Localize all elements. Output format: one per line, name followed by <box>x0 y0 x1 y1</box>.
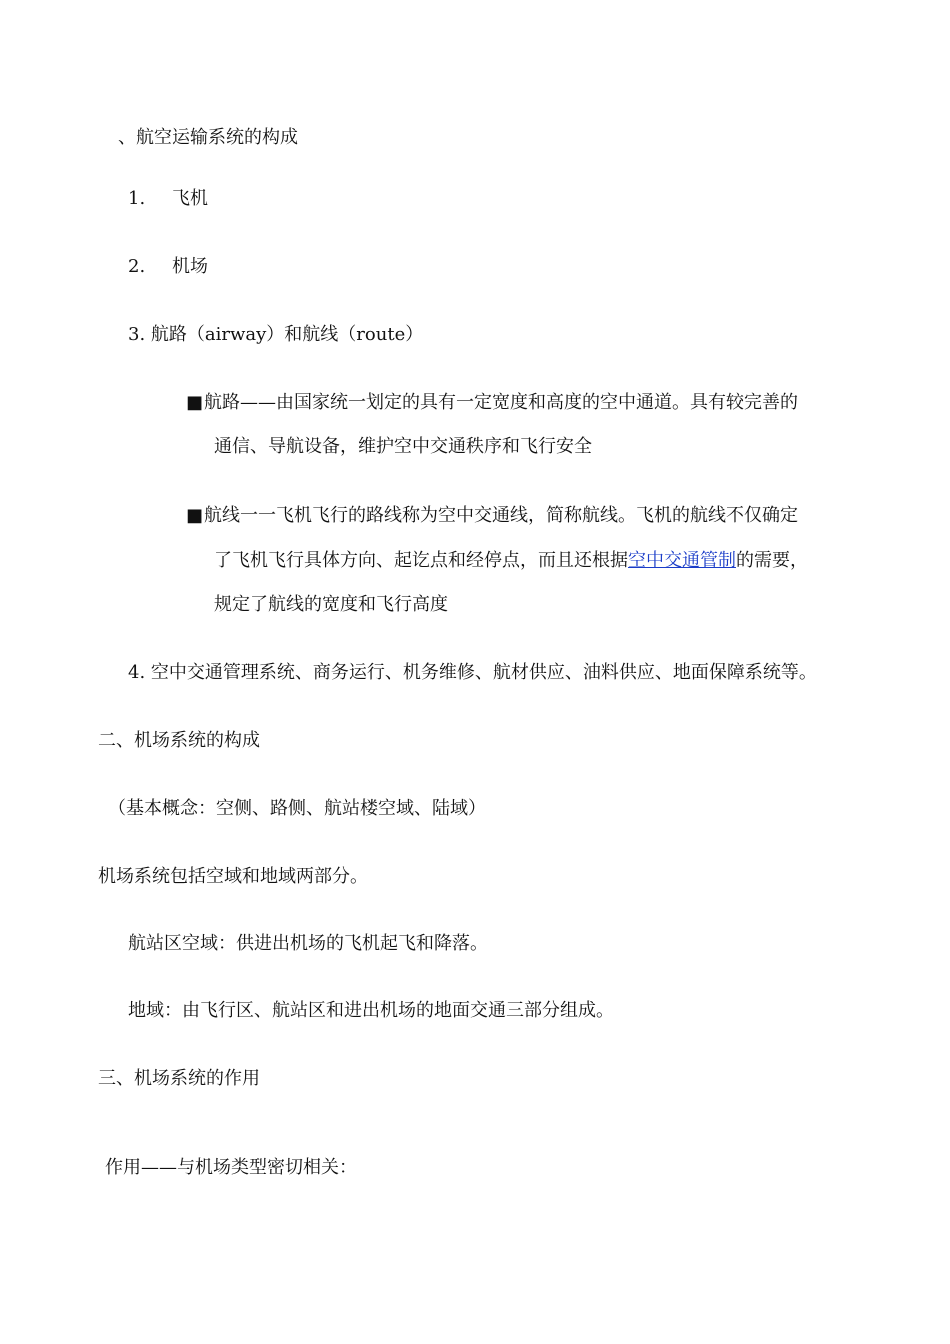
bullet-text: 航路——由国家统一划定的具有一定宽度和高度的空中通道。具有较完善的 <box>204 392 799 413</box>
section3-heading: 三、机场系统的作用 <box>98 1068 260 1089</box>
list-text: 机场 <box>172 256 208 277</box>
bullet-route-line3: 规定了航线的宽度和飞行高度 <box>214 594 448 615</box>
bullet-airway-line1 <box>186 392 798 414</box>
bullet-text: 航线一一飞机飞行的路线称为空中交通线，简称航线。飞机的航线不仅确定 <box>204 505 799 526</box>
list-item-aircraft <box>128 188 208 210</box>
airport-system-summary: 机场系统包括空域和地域两部分。 <box>98 866 368 887</box>
bullet-route-line1 <box>186 505 798 527</box>
square-bullet-icon: ■ <box>186 392 204 413</box>
airspace-description: 航站区空域：供进出机场的飞机起飞和降落。 <box>128 933 488 954</box>
list-item-4: 4. 空中交通管理系统、商务运行、机务维修、航材供应、油料供应、地面保障系统等。 <box>128 662 817 683</box>
list-number: 1. <box>128 188 146 209</box>
list-item-airport <box>128 256 208 278</box>
air-traffic-control-link[interactable]: 空中交通管制 <box>628 550 736 571</box>
route-text-before: 了飞机飞行具体方向、起讫点和经停点，而且还根据 <box>214 550 628 571</box>
section2-heading: 二、机场系统的构成 <box>98 730 260 751</box>
list-text: 飞机 <box>172 188 208 209</box>
list-item-airway-route: 3. 航路（airway）和航线（route） <box>128 324 424 345</box>
bullet-route-line2 <box>214 550 808 572</box>
section1-heading: 、航空运输系统的构成 <box>118 127 298 148</box>
role-description: 作用——与机场类型密切相关： <box>105 1157 357 1178</box>
square-bullet-icon: ■ <box>186 505 204 526</box>
concept-note: （基本概念：空侧、路侧、航站楼空域、陆域） <box>108 798 486 819</box>
ground-description: 地域：由飞行区、航站区和进出机场的地面交通三部分组成。 <box>128 1000 614 1021</box>
bullet-airway-line2: 通信、导航设备，维护空中交通秩序和飞行安全 <box>214 436 592 457</box>
list-number: 2. <box>128 256 146 277</box>
route-text-after: 的需要， <box>736 550 808 571</box>
